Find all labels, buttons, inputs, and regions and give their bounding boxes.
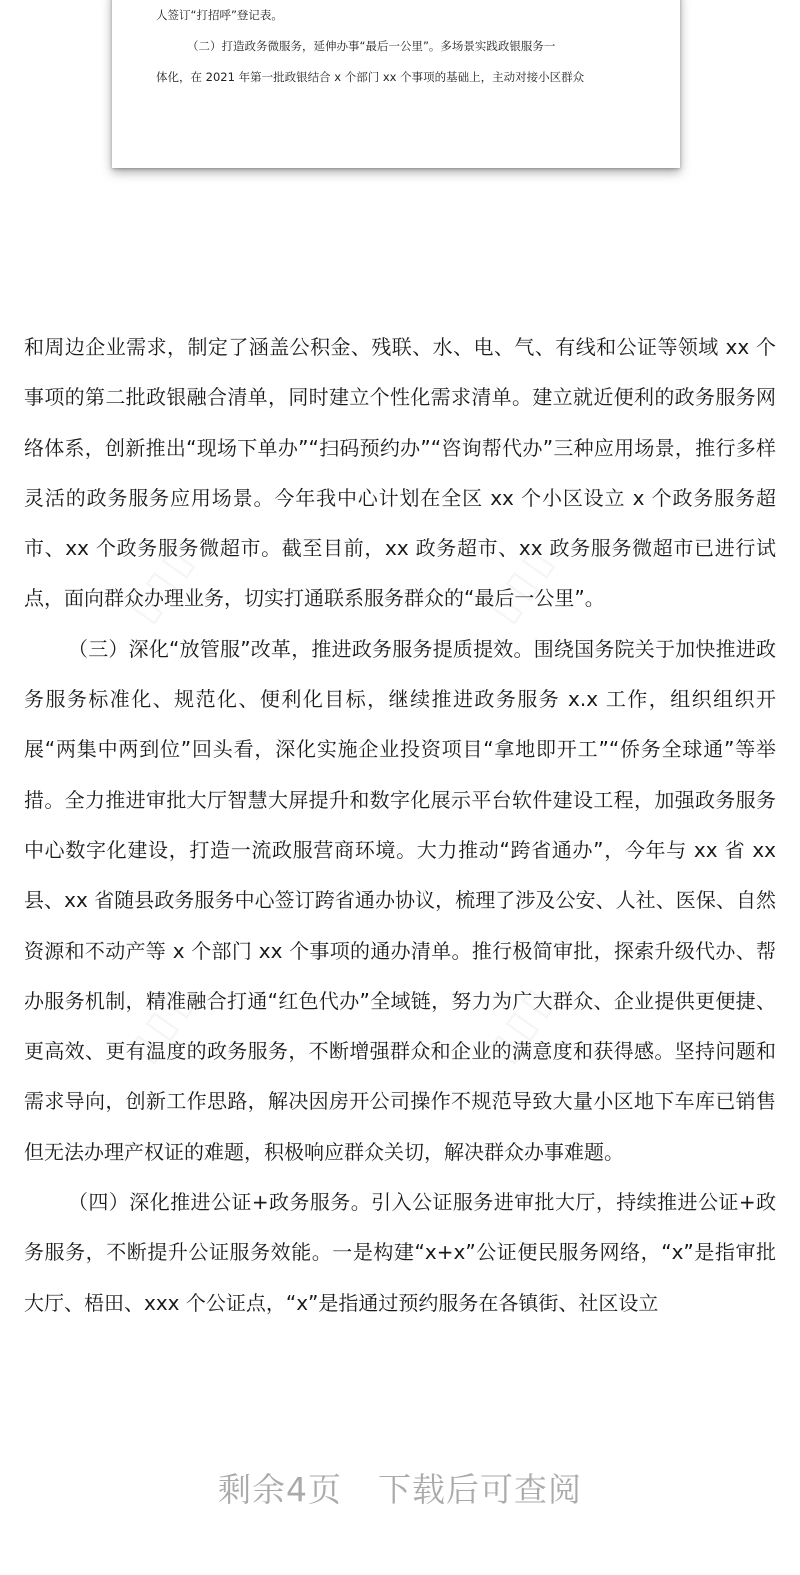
document-preview-card [112,0,680,168]
preview-line: 体化，在 2021 年第一批政银结合 x 个部门 xx 个事项的基础上，主动对接小区群众 [156,70,585,84]
watermark-mark: ▯▯▯ [119,535,205,631]
watermark-mark: ▯▯▯ [479,975,565,1071]
watermark-mark: ▯▯▯ [119,975,205,1071]
preview-line: （二）打造政务微服务，延伸办事“最后一公里”。多场景实践政银服务一 [187,39,556,53]
paragraph-continuation: 和周边企业需求，制定了涵盖公积金、残联、水、电、气、有线和公证等领域 xx 个事项的第二批政银融合清单，同时建立个性化需求清单。建立就近便利的政务服务网络体系，创新推出“现场下单办”“扫码预约办”“咨询帮代办”三种应用场景，推行多样灵活的政务服务应用场景。今年我中心计划在全区 xx 个小区设立 x 个政务服务超市、xx 个政务服务微超市。截至目前，xx 政务超市、xx 政务服务微超市已进行试点，面向群众办理业务，切实打通联系服务群众的“最后一公里”。 [24,335,776,611]
remaining-pages-label: 剩余4页 [218,1470,342,1509]
download-prompt[interactable] [0,1460,800,1520]
download-hint-label: 下载后可查阅 [378,1470,582,1509]
paragraph-section-four: （四）深化推进公证+政务服务。引入公证服务进审批大厅，持续推进公证+政务服务，不断提升公证服务效能。一是构建“x+x”公证便民服务网络，“x”是指审批大厅、梧田、xxx 个公证点，“x”是指通过预约服务在各镇街、社区设立 [24,1190,776,1315]
paragraph-section-three: （三）深化“放管服”改革，推进政务服务提质提效。围绕国务院关于加快推进政务服务标准化、规范化、便利化目标，继续推进政务服务 x.x 工作，组织组织开展“两集中两到位”回头看，深化实施企业投资项目“拿地即开工”“侨务全球通”等举措。全力推进审批大厅智慧大屏提升和数字化展示平台软件建设工程，加强政务服务中心数字化建设，打造一流政服营商环境。大力推动“跨省通办”，今年与 xx 省 xx 县、xx 省随县政务服务中心签订跨省通办协议，梳理了涉及公安、人社、医保、自然资源和不动产等 x 个部门 xx 个事项的通办清单。推行极简审批，探索升级代办、帮办服务机制，精准融合打通“红色代办”全域链，努力为广大群众、企业提供更便捷、更高效、更有温度的政务服务，不断增强群众和企业的满意度和获得感。坚持问题和需求导向，创新工作思路，解决因房开公司操作不规范导致大量小区地下车库已销售但无法办理产权证的难题，积极响应群众关切，解决群众办事难题。 [24,636,776,1164]
watermark-mark: ▯▯▯ [479,535,565,631]
document-body [24,322,776,1328]
preview-line: 人签订“打招呼”登记表。 [156,8,283,22]
